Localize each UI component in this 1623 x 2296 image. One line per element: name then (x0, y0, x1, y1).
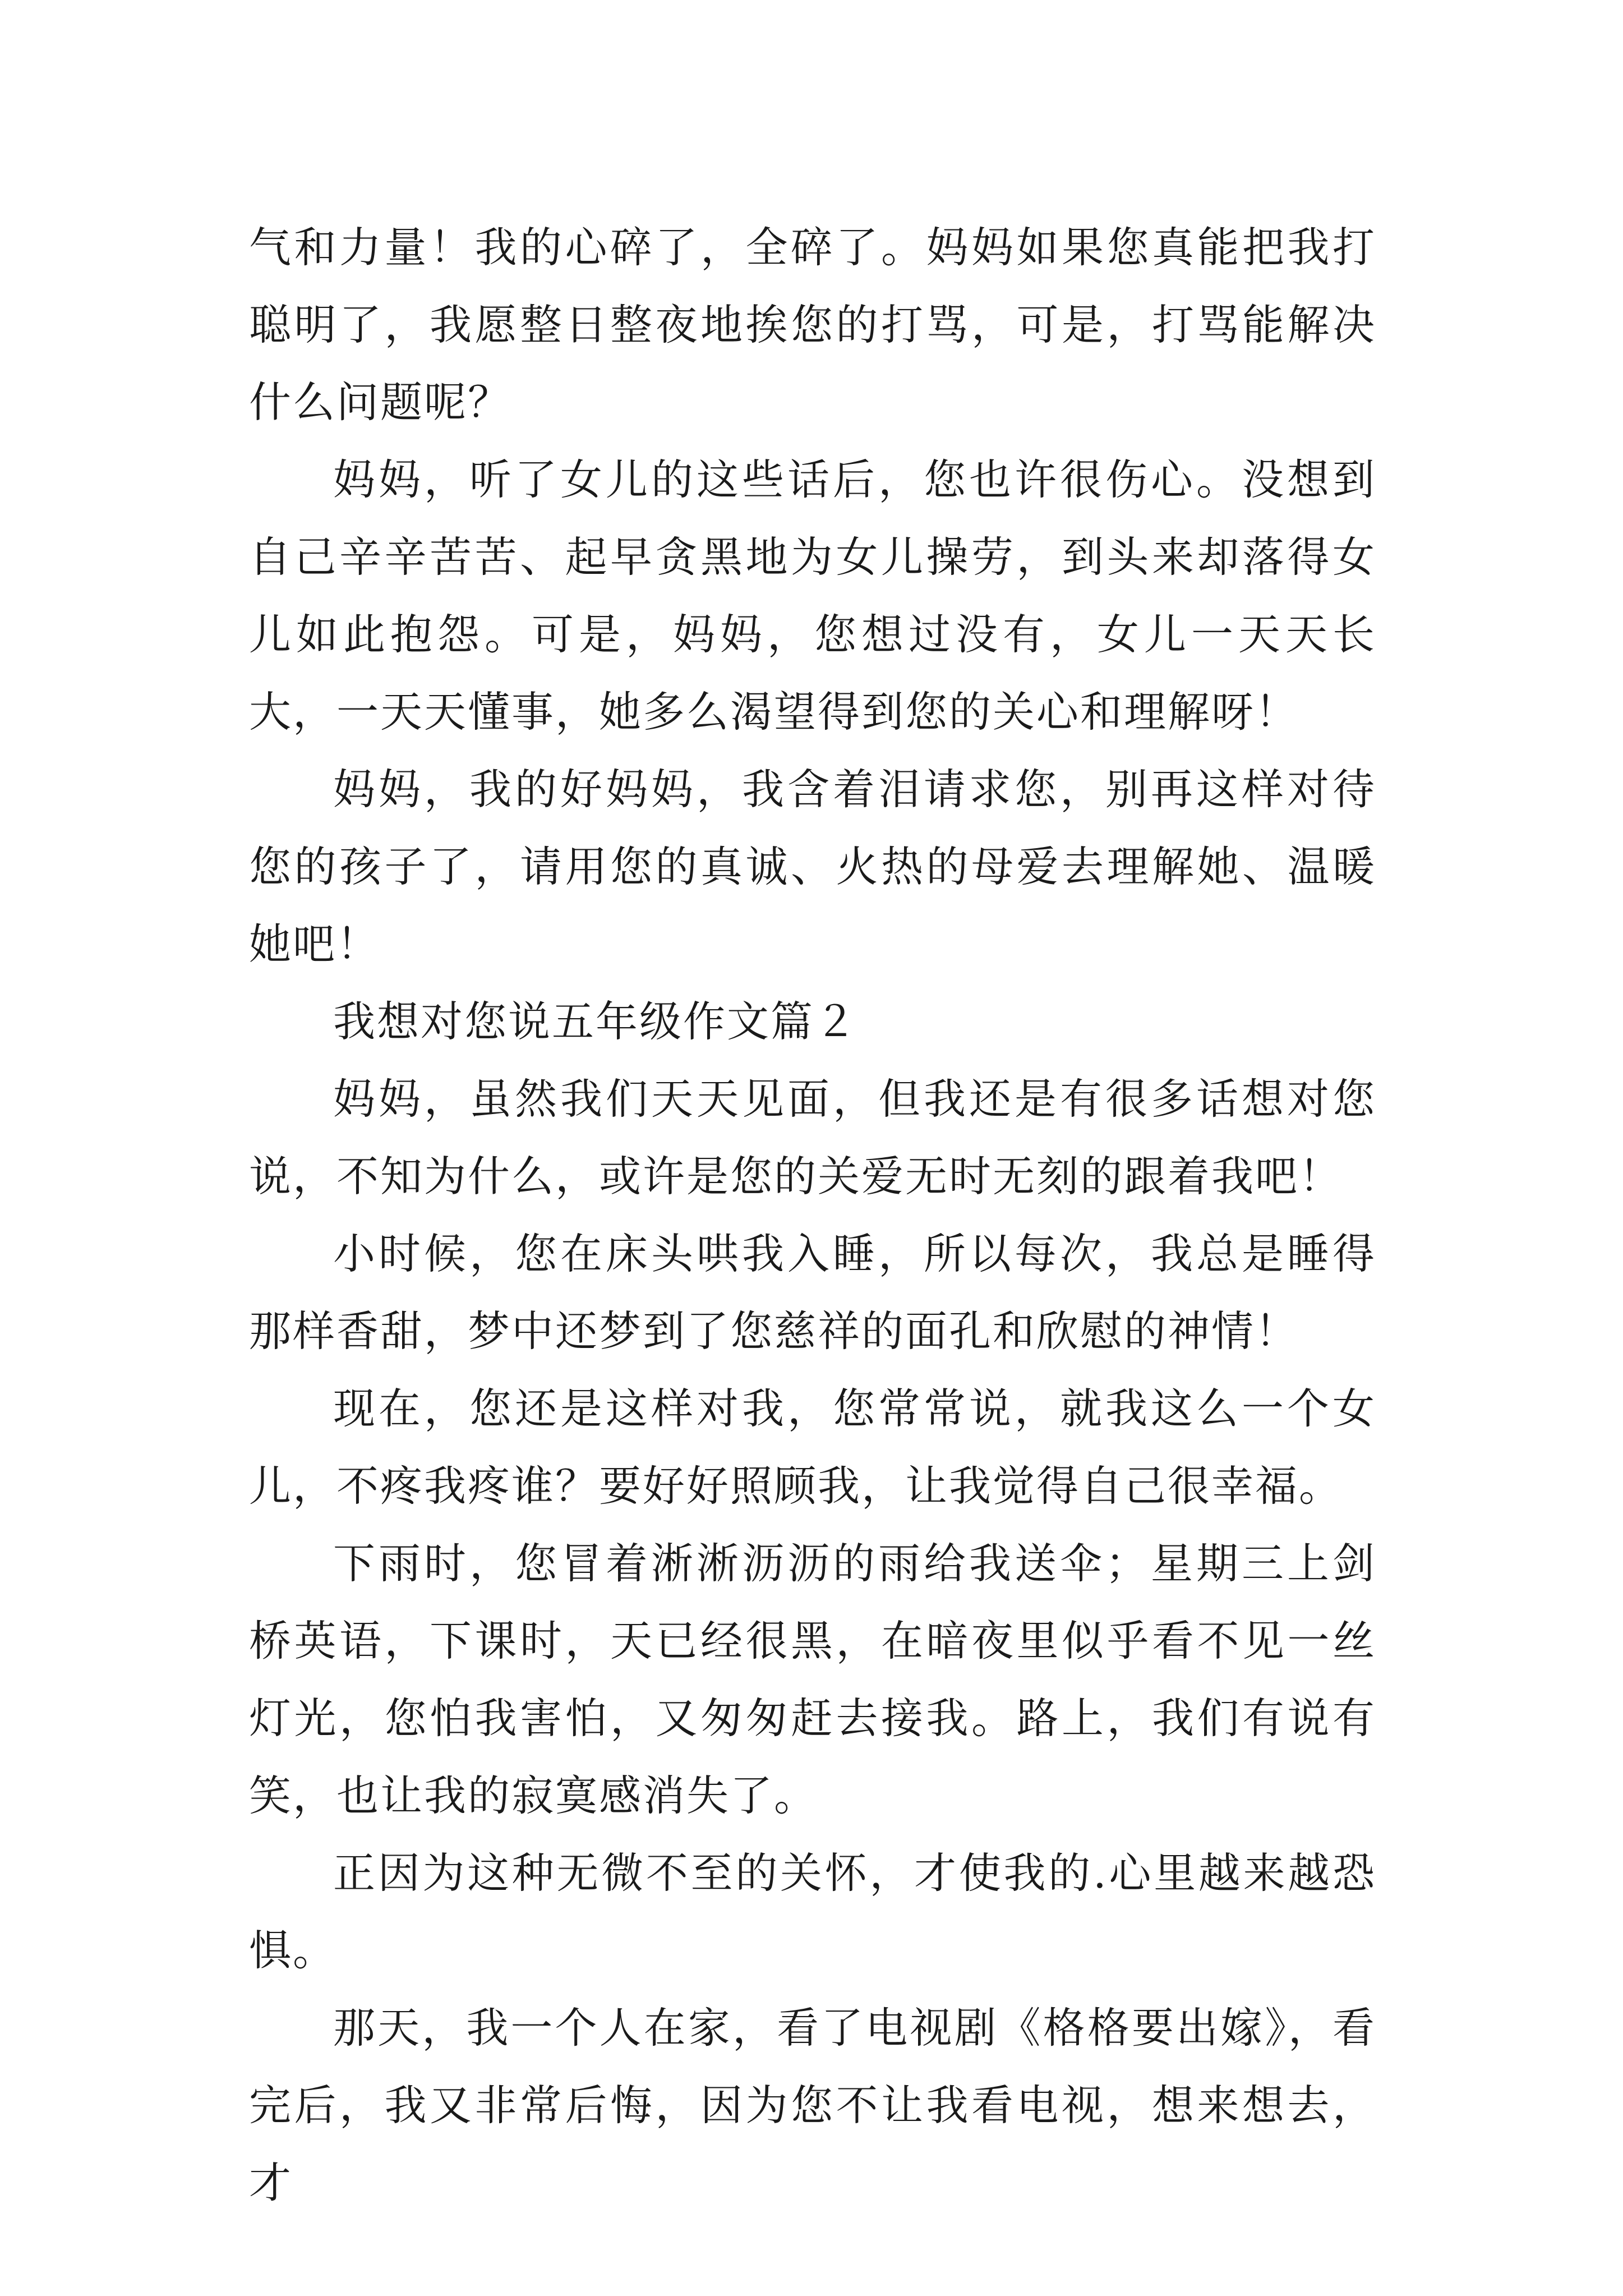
paragraph-6: 小时候，您在床头哄我入睡，所以每次，我总是睡得那样香甜，梦中还梦到了您慈祥的面孔和欣慰的神情！ (249, 1229, 1376, 1356)
paragraph-10: 那天，我一个人在家，看了电视剧《格格要出嫁》，看完后，我又非常后悔，因为您不让我看电视，想来想去，才 (249, 2003, 1376, 2207)
paragraph-5: 妈妈，虽然我们天天见面，但我还是有很多话想对您说，不知为什么，或许是您的关爱无时无刻的跟着我吧！ (249, 1074, 1376, 1201)
paragraph-1: 气和力量！我的心碎了，全碎了。妈妈如果您真能把我打聪明了，我愿整日整夜地挨您的打骂，可是，打骂能解决什么问题呢？ (249, 223, 1376, 427)
paragraph-7: 现在，您还是这样对我，您常常说，就我这么一个女儿，不疼我疼谁？要好好照顾我，让我觉得自己很幸福。 (249, 1384, 1376, 1511)
section-heading: 我想对您说五年级作文篇２ (333, 997, 859, 1046)
document-body (249, 209, 1376, 2221)
paragraph-3: 妈妈，我的好妈妈，我含着泪请求您，别再这样对待您的孩子了，请用您的真诚、火热的母爱去理解她、温暖她吧！ (249, 765, 1376, 969)
paragraph-9: 正因为这种无微不至的关怀，才使我的.心里越来越恐惧。 (249, 1848, 1376, 1975)
paragraph-8: 下雨时，您冒着淅淅沥沥的雨给我送伞；星期三上剑桥英语，下课时，天已经很黑，在暗夜里似乎看不见一丝灯光，您怕我害怕，又匆匆赶去接我。路上，我们有说有笑，也让我的寂寞感消失了。 (249, 1539, 1376, 1820)
paragraph-2: 妈妈，听了女儿的这些话后，您也许很伤心。没想到自己辛辛苦苦、起早贪黑地为女儿操劳，到头来却落得女儿如此抱怨。可是，妈妈，您想过没有，女儿一天天长大，一天天懂事，她多么渴望得到您的关心和理解呀！ (249, 455, 1376, 737)
